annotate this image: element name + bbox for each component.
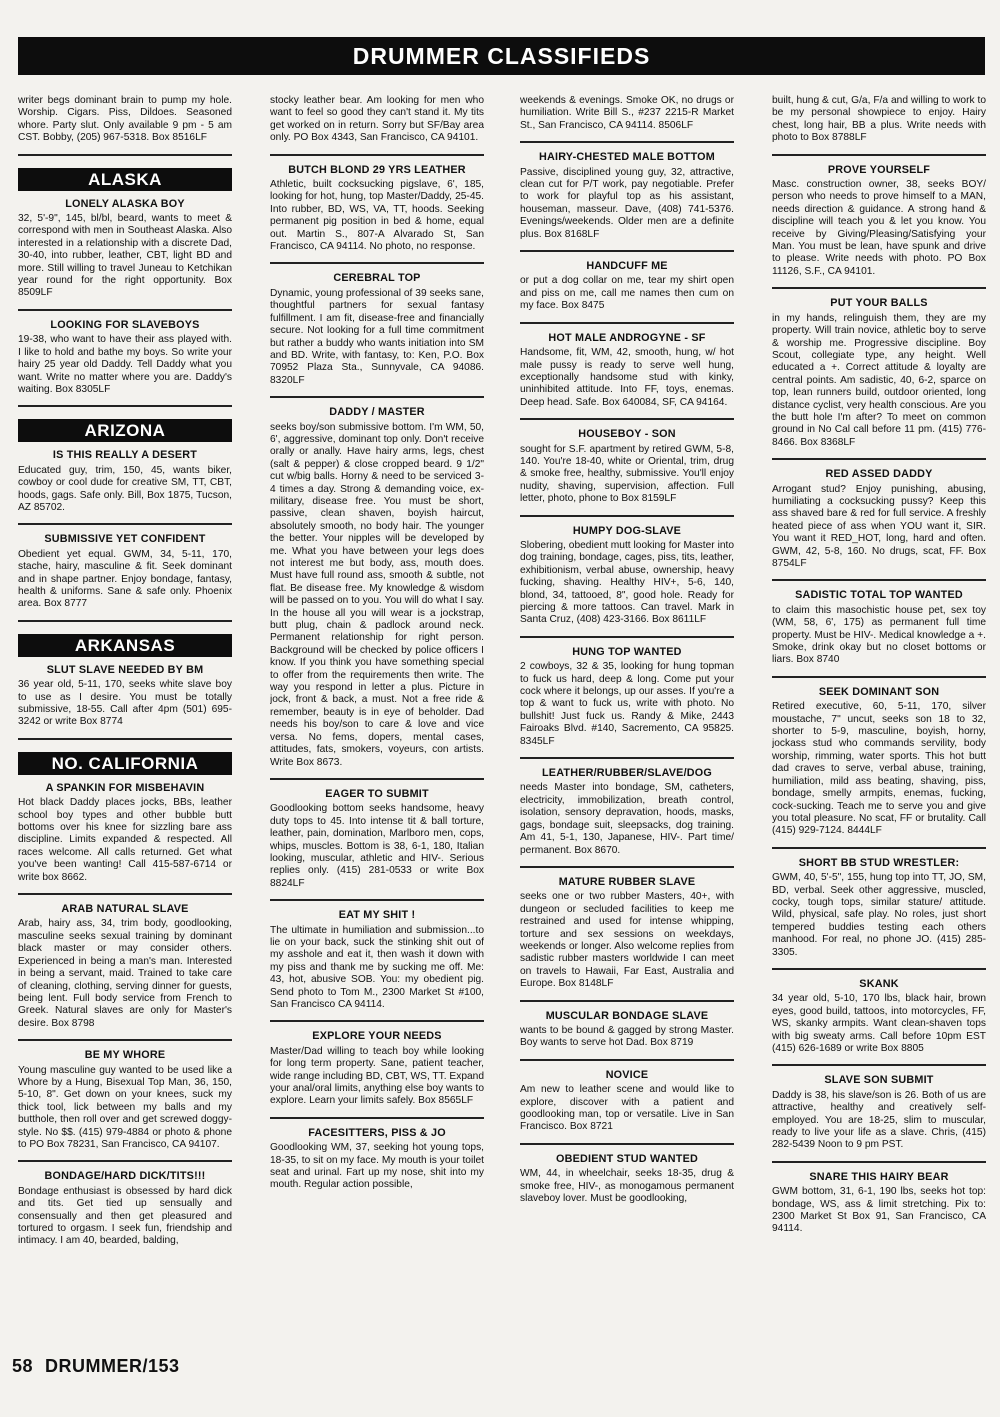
ad-title: IS THIS REALLY A DESERT bbox=[52, 449, 198, 462]
ad-body: Dynamic, young professional of 39 seeks sane, thoughtful partners for sexual fantasy fulfillment. I am fit, disease-free and financially secure. Not looking for a full time commitment but rather a buddy who wants initiation into SM and BD. Write, with fantasy, to: Ken, P.O. Box 70952 Plaza Sta., Sunnyvale, CA 94086. 8320LF bbox=[270, 287, 484, 386]
ad-title: PROVE YOURSELF bbox=[827, 163, 931, 176]
ad-body: in my hands, relinguish them, they are my property. Will train novice, athletic boy to serve & worship me. Progressive discipline. Boy Scout, collegiate type, any height. Well educated a +. Correct attitude & loyalty are central points. Am sadistic, 40, 6-2, sparce on top, lean runners build, outdoor oriented, long distance cyclist, very health conscious. Are you the butt hole I'm after? To meet on common ground in No Cal call before 11 pm. (415) 776-8466. Box 8368LF bbox=[772, 312, 986, 448]
classified-ad bbox=[18, 449, 232, 525]
classified-ad bbox=[18, 1170, 232, 1256]
region-header: NO. CALIFORNIA bbox=[18, 752, 232, 775]
classified-ad bbox=[520, 428, 734, 516]
ad-body: Retired executive, 60, 5-11, 170, silver moustache, 7" uncut, seeks son 18 to 32, shorter to 5-9, masculine, boyish, horny, jockass stud who commands servility, body worship, rimming, water sports. This hot butt dad craves to serve, verbal abuse, training, humiliation, mild ass beating, shaving, piss, bondage, smelly armpits, enemas, fucking, cock-sucking. Teach me to serve you and give you total pleasure. No scat, FF or brutality. Call (415) 929-7124. 8444LF bbox=[772, 701, 986, 837]
classified-ad bbox=[520, 260, 734, 324]
ad-title: A SPANKIN FOR MISBEHAVIN bbox=[45, 781, 205, 794]
classified-ad bbox=[18, 1049, 232, 1162]
ad-title: NOVICE bbox=[605, 1068, 649, 1081]
ad-body: Obedient yet equal. GWM, 34, 5-11, 170, stache, hairy, masculine & fit. Seek dominant and in shape partner. Enjoy bondage, fantasy, health & uniforms. Sane & safe only. Phoenix area. Box 8777 bbox=[18, 548, 232, 610]
ad-title: LOOKING FOR SLAVEBOYS bbox=[50, 318, 200, 331]
classified-ad bbox=[270, 1127, 484, 1201]
ad-title: HOT MALE ANDROGYNE - SF bbox=[548, 331, 706, 344]
column-4 bbox=[772, 95, 986, 1335]
ad-body: Daddy is 38, his slave/son is 26. Both of us are attractive, healthy and creatively self-employed. You are 18-25, slim to muscular, ready to live your life as a slave. Chris, (415) 282-5439 Noon to 9 pm PST. bbox=[772, 1089, 986, 1151]
ad-title: HANDCUFF ME bbox=[586, 260, 668, 273]
classified-ad bbox=[18, 903, 232, 1041]
region-header: ALASKA bbox=[18, 168, 232, 191]
classified-ad bbox=[270, 788, 484, 901]
classified-ad bbox=[270, 164, 484, 265]
ad-body: Young masculine guy wanted to be used like a Whore by a Hung, Bisexual Top Man, 36, 150, 5-10, 8". Get down on your knees, suck my thick tool, lick between my balls and my butthole, then roll over and get screwed doggy-style. No $$. (415) 979-4884 or photo & phone to PO Box 78231, San Francisco, CA 94107. bbox=[18, 1064, 232, 1150]
classified-ad bbox=[772, 686, 986, 849]
ad-body: Masc. construction owner, 38, seeks BOY/ person who needs to prove himself to a MAN, needs direction & guidance. A strong hand & discipline will teach you & let you know. You receive by Giving/Pleasing/Satisfying your Man. You must be lean, have spunk and drive to please. Write needs with photo. PO Box 11126, S.F., CA 94101. bbox=[772, 179, 986, 277]
ad-title: LONELY ALASKA BOY bbox=[65, 197, 185, 210]
ad-title: EXPLORE YOUR NEEDS bbox=[312, 1030, 442, 1043]
ad-continuation bbox=[270, 95, 484, 156]
classified-ad bbox=[520, 646, 734, 759]
ad-title: MATURE RUBBER SLAVE bbox=[558, 875, 696, 888]
ad-title: ARAB NATURAL SLAVE bbox=[61, 903, 189, 916]
ad-body: Goodlooking WM, 37, seeking hot young tops, 18-35, to sit on my face. My mouth is your toilet seat and urinal. Fart up my nose, shit into my mouth. Regular action possible, bbox=[270, 1142, 484, 1191]
ad-title: RED ASSED DADDY bbox=[825, 468, 933, 481]
ad-title: DADDY / MASTER bbox=[329, 406, 425, 419]
classified-ad bbox=[772, 978, 986, 1066]
ad-body: weekends & evenings. Smoke OK, no drugs or humiliation. Write Bill S., #237 2215-R Market St., San Francisco, CA 94114. 8506LF bbox=[520, 95, 734, 131]
ad-body: Athletic, built cocksucking pigslave, 6', 185, looking for hot, hung, top Master/Daddy, 25-45. Into rubber, BD, WS, VA, TT, hoods. Seeking permanent pig position in bed & home, equal out. Martin S., 807-A Alvarado St, San Francisco, CA 94114. No photo, no response. bbox=[270, 179, 484, 253]
ad-title: SHORT BB STUD WRESTLER: bbox=[798, 856, 960, 869]
ad-title: SEEK DOMINANT SON bbox=[818, 685, 940, 698]
ad-title: SLAVE SON SUBMIT bbox=[824, 1074, 934, 1087]
classified-ad bbox=[772, 164, 986, 290]
classified-ad bbox=[18, 782, 232, 895]
ad-body: to claim this masochistic house pet, sex toy (WM, 58, 6', 175) as permanent full time property. Must be HIV-. Medical knowledge a +. Smoke, drink okay but no closet bottoms or liars. Box 8740 bbox=[772, 604, 986, 666]
classified-ad bbox=[520, 151, 734, 252]
ad-continuation bbox=[520, 95, 734, 143]
classified-ad bbox=[772, 468, 986, 581]
ad-body: seeks one or two rubber Masters, 40+, with dungeon or secluded facilities to keep me restrained and used for intense whipping, torture and sex sessions on weekdays, weekends or longer. Also welcome replies from sadistic rubber masters worldwide I can meet on travels to Hawaii, Far East, Australia and Europe. Box 8148LF bbox=[520, 891, 734, 990]
ad-body: Educated guy, trim, 150, 45, wants biker, cowboy or cool dude for creative SM, TT, CBT, hoods, gags. Safe only. Bill, Box 1875, Tucson, AZ 85702. bbox=[18, 464, 232, 513]
ad-title: FACESITTERS, PISS & JO bbox=[308, 1126, 446, 1139]
classified-ad bbox=[772, 1171, 986, 1245]
ad-title: OBEDIENT STUD WANTED bbox=[556, 1152, 698, 1165]
ad-body: Handsome, fit, WM, 42, smooth, hung, w/ hot male pussy is ready to serve well hung, exceptionally handsome stud with kinky, uninhibited attitude. Into FF, toys, enemas. Deep head. Safe. Box 640084, SF, CA 94164. bbox=[520, 347, 734, 408]
classified-ad bbox=[520, 332, 734, 420]
ad-body: seeks boy/son submissive bottom. I'm WM, 50, 6', aggressive, dominant top only. Don't receive orally or anally. Have hairy arms, legs, chest (salt & pepper) & close cropped beard. 9 1/2" cut w/big balls. Horny & need to be serviced 3-4 times a day. Strong & demanding voice, ex-military, disease free. You must be short, passive, clean shaven, boyish haircut, absolutely smooth, no body hair. The younger the better. Your nipples will be developed by me. What you have between your legs does not interest me but body, ass, mouth does. Must have full round ass, smooth & subtle, not flat. Be disease free. My knowledge & wisdom will be passed on to you. You will do what I say. In the house all you will wear is a jockstrap, butt plug, chain & padlock around neck. Permanent relationship for right person. Background will be checked by police officers I know. If you think you have something special to offer from the requirements then write. The way you respond in letter a plus. Picture in jock, front & back, a must. Not a free ride & remember, beauty is in eye of beholder. Dad needs his boy/son to care & love and vice versa. No fems, dopers, mental cases, attitudes, fats, smokers, voyeurs, con artists. Write Box 8673. bbox=[270, 421, 484, 768]
ad-title: SLUT SLAVE NEEDED BY BM bbox=[46, 663, 204, 676]
ad-body: Passive, disciplined young guy, 32, attractive, clean cut for P/T work, pay negotiable. Prefer to work for playful top as his assistant, houseman, masseur. Dave, (408) 741-5376. Evenings/weekends. Older men are a definite plus. Box 8168LF bbox=[520, 166, 734, 240]
ad-body: or put a dog collar on me, tear my shirt open and piss on me, call me names then cum on my face. Box 8475 bbox=[520, 275, 734, 312]
ad-title: EAGER TO SUBMIT bbox=[325, 787, 429, 800]
ad-body: GWM, 40, 5'-5", 155, hung top into TT, JO, SM, BD, verbal. Seek other aggressive, muscled, cocky, tough tops, similar stature/ attitude. Wild, physical, safe play. No roles, just short tempered buddies testing each others manhood. For real, no phone JO. (415) 285-3305. bbox=[772, 872, 986, 958]
classified-ad bbox=[520, 876, 734, 1002]
page-footer bbox=[12, 1356, 192, 1377]
region-header: ARIZONA bbox=[18, 419, 232, 442]
ad-title: EAT MY SHIT ! bbox=[338, 909, 416, 922]
ad-title: BUTCH BLOND 29 YRS LEATHER bbox=[288, 163, 466, 176]
ad-body: 34 year old, 5-10, 170 lbs, black hair, brown eyes, good build, tattoos, into motorcycles, FF, WS, skanky armpits. Want clean-shaven tops with big sweaty arms. Call before 10pm EST (415) 626-1689 or write Box 8805 bbox=[772, 993, 986, 1054]
ad-continuation bbox=[772, 95, 986, 156]
ad-continuation bbox=[18, 95, 232, 156]
column-1 bbox=[18, 95, 232, 1335]
ad-body: Hot black Daddy places jocks, BBs, leather school boy types and other bubble butt bottoms over his knee for sizzling bare ass discipline. Limits expanded & respected. All races welcome. All calls returned. Get what you've been wanting! Call 415-587-6714 or write box 8662. bbox=[18, 797, 232, 883]
ad-title: BONDAGE/HARD DICK/TITS!!! bbox=[44, 1170, 206, 1183]
ad-title: SADISTIC TOTAL TOP WANTED bbox=[795, 589, 963, 602]
ad-body: Bondage enthusiast is obsessed by hard dick and tits. Get tied up sensually and consensually and then get pleasured and tortured to orgasm. I seek fun, friendship and intimacy. I am 40, bearded, balding, bbox=[18, 1185, 232, 1247]
classified-ad bbox=[520, 1153, 734, 1215]
classified-ad bbox=[18, 664, 232, 740]
ad-body: GWM bottom, 31, 6-1, 190 lbs, seeks hot top: bondage, WS, ass & limit stretching. Pix to: 2300 Market St Box 91, San Francisco, CA 94114. bbox=[772, 1186, 986, 1235]
banner-title: DRUMMER CLASSIFIEDS bbox=[352, 42, 651, 69]
ad-title: HUNG TOP WANTED bbox=[572, 645, 682, 658]
ad-title: SKANK bbox=[859, 977, 899, 990]
ad-title: LEATHER/RUBBER/SLAVE/DOG bbox=[542, 767, 712, 780]
issue-label: DRUMMER/153 bbox=[45, 1356, 180, 1376]
classified-ad bbox=[18, 319, 232, 407]
ad-body: The ultimate in humiliation and submission...to lie on your back, suck the stinking shit out of my asshole and eat it, then wash it down with my piss and thank me by sucking me off. Me: 43, hot, abusive SOB. You: my obedient pig. Send photo to Tom M., 2300 Market St #100, San Francisco CA 94114. bbox=[270, 924, 484, 1010]
ad-title: HAIRY-CHESTED MALE BOTTOM bbox=[539, 151, 715, 164]
ad-title: MUSCULAR BONDAGE SLAVE bbox=[545, 1009, 709, 1022]
classified-ad bbox=[772, 297, 986, 460]
ad-title: HUMPY DOG-SLAVE bbox=[572, 524, 682, 537]
classified-ad bbox=[270, 272, 484, 398]
classified-ad bbox=[18, 533, 232, 621]
classified-ad bbox=[520, 1069, 734, 1145]
classified-ad bbox=[520, 525, 734, 638]
ad-body: built, hung & cut, G/a, F/a and willing to work to be my personal showpiece to enjoy. Hairy chest, long hair, BB a plus. Write needs with photo to Box 8788LF bbox=[772, 95, 986, 144]
classified-ad bbox=[270, 406, 484, 780]
ad-body: stocky leather bear. Am looking for men who want to feel so good they can't stand it. My tits get worked on in return. Sorry but SF/Bay area only. PO Box 4343, San Francisco, CA 94101. bbox=[270, 95, 484, 144]
classified-ad bbox=[18, 198, 232, 311]
ad-body: Am new to leather scene and would like to explore, discover with a patient and goodlooking man, top or versatile. Live in San Francisco. Box 8721 bbox=[520, 1084, 734, 1133]
column-3 bbox=[520, 95, 734, 1335]
ad-body: writer begs dominant brain to pump my hole. Worship. Cigars. Piss, Dildoes. Seasoned whore. Party slut. Only available 9 pm - 5 am CST. Bobby, (205) 967-5318. Box 8516LF bbox=[18, 95, 232, 144]
classified-ad bbox=[772, 1074, 986, 1162]
ad-body: Arab, hairy ass, 34, trim body, goodlooking, masculine seeks sexual training by dominant black master or may consider others. Experienced in being a man's man. Interested in being a servant, maid. Trained to take care of cleaning, clothing, serving dinner for guests, being lent. Full body service from French to Greek. Natural slaves are only for Master's desire. Box 8798 bbox=[18, 918, 232, 1029]
ad-body: wants to be bound & gagged by strong Master. Boy wants to serve hot Dad. Box 8719 bbox=[520, 1024, 734, 1049]
ad-body: 19-38, who want to have their ass played with. I like to hold and bathe my boys. So write your hairy 25 year old Daddy. Tell Daddy what you want. Write no matter where you are. Daddy's waiting. Box 8305LF bbox=[18, 334, 232, 395]
region-header: ARKANSAS bbox=[18, 634, 232, 657]
classified-ad bbox=[270, 909, 484, 1022]
ad-body: 32, 5'-9", 145, bl/bl, beard, wants to meet & correspond with men in Southeast Alaska. Also interested in a relationship with a discrete Dad, 30-40, into rubber, leather, CBT, light BD and more. Still willing to travel Juneau to Ketchikan year round for the right opportunity. Box 8509LF bbox=[18, 213, 232, 299]
classified-ad bbox=[520, 1010, 734, 1061]
ad-title: SUBMISSIVE YET CONFIDENT bbox=[44, 533, 206, 546]
classified-ad bbox=[772, 857, 986, 970]
ad-body: 2 cowboys, 32 & 35, looking for hung topman to fuck us hard, deep & long. Come put your cock where it belongs, up our asses. If you're a top & want to fuck us, write with photo. No bullshit! Just fuck us. Randy & Mike, 2443 Fairoaks Blvd. #140, Sacremento, CA 95825. 8345LF bbox=[520, 661, 734, 747]
ad-body: sought for S.F. apartment by retired GWM, 5-8, 140. You're 18-40, white or Oriental, trim, drug & smoke free, healthy, submissive. You'll enjoy nudity, shaving, supervision, affection. Full letter, photo, phone to Box 8159LF bbox=[520, 443, 734, 505]
classified-ad bbox=[520, 767, 734, 868]
ad-title: PUT YOUR BALLS bbox=[830, 297, 928, 310]
ad-body: needs Master into bondage, SM, catheters, electricity, immobilization, breath control, isolation, sensory depravation, hoods, masks, gags, bondage suit, sleepsacks, dog training. Am 41, 5-1, 130, Japanese, HIV-. Part time/ permanent. Box 8670. bbox=[520, 782, 734, 856]
ad-title: SNARE THIS HAIRY BEAR bbox=[809, 1170, 949, 1183]
ad-body: Slobering, obedient mutt looking for Master into dog training, bondage, cages, piss, tits, leather, exhibitionism, verbal abuse, ownership, heavy fucking, shaving. Healthy HIV+, 5-6, 140, blond, 34, tattooed, 8", good hole. Ready for piercing & more tattoos. Can travel. Mark in Santa Cruz, (408) 423-3166. Box 8611LF bbox=[520, 539, 734, 626]
ad-title: BE MY WHORE bbox=[84, 1049, 166, 1062]
ad-body: Goodlooking bottom seeks handsome, heavy duty tops to 45. Into intense tit & ball torture, leather, pain, domination, Marlboro men, cops, whips, muscles. Bottom is 38, 6-1, 180, Italian looking, muscular, athletic and HIV-. Serious replies only. (415) 281-0533 or write Box 8824LF bbox=[270, 803, 484, 889]
ad-title: CEREBRAL TOP bbox=[333, 272, 421, 285]
ad-title: HOUSEBOY - SON bbox=[578, 428, 676, 441]
page-banner bbox=[18, 37, 985, 75]
ad-body: Arrogant stud? Enjoy punishing, abusing, humiliating a cocksucking pussy? Keep this ass shaved bare & red for full service. A freshly heated piece of ass when YOU want it, SIR. You want it RED_HOT, long, hard and often. GWM, 42, 5-8, 160. No drugs, scat, FF. Box 8754LF bbox=[772, 483, 986, 569]
ad-body: Master/Dad willing to teach boy while looking for long term property. Sane, patient teacher, wide range including BD, CBT, WS, TT. Expand your anal/oral limits, anything else boy wants to explore. Learn your limits safely. Box 8565LF bbox=[270, 1045, 484, 1107]
ad-body: WM, 44, in wheelchair, seeks 18-35, drug & smoke free, HIV-, as monogamous permanent slaveboy lover. Must be goodlooking, bbox=[520, 1168, 734, 1205]
ad-body: 36 year old, 5-11, 170, seeks white slave boy to use as I desire. You must be totally submissive, 18-55. Call after 4pm (501) 695-3242 or write Box 8774 bbox=[18, 679, 232, 728]
classified-ad bbox=[270, 1030, 484, 1118]
page-number: 58 bbox=[12, 1356, 34, 1376]
classified-ad bbox=[772, 589, 986, 677]
column-2 bbox=[270, 95, 484, 1335]
